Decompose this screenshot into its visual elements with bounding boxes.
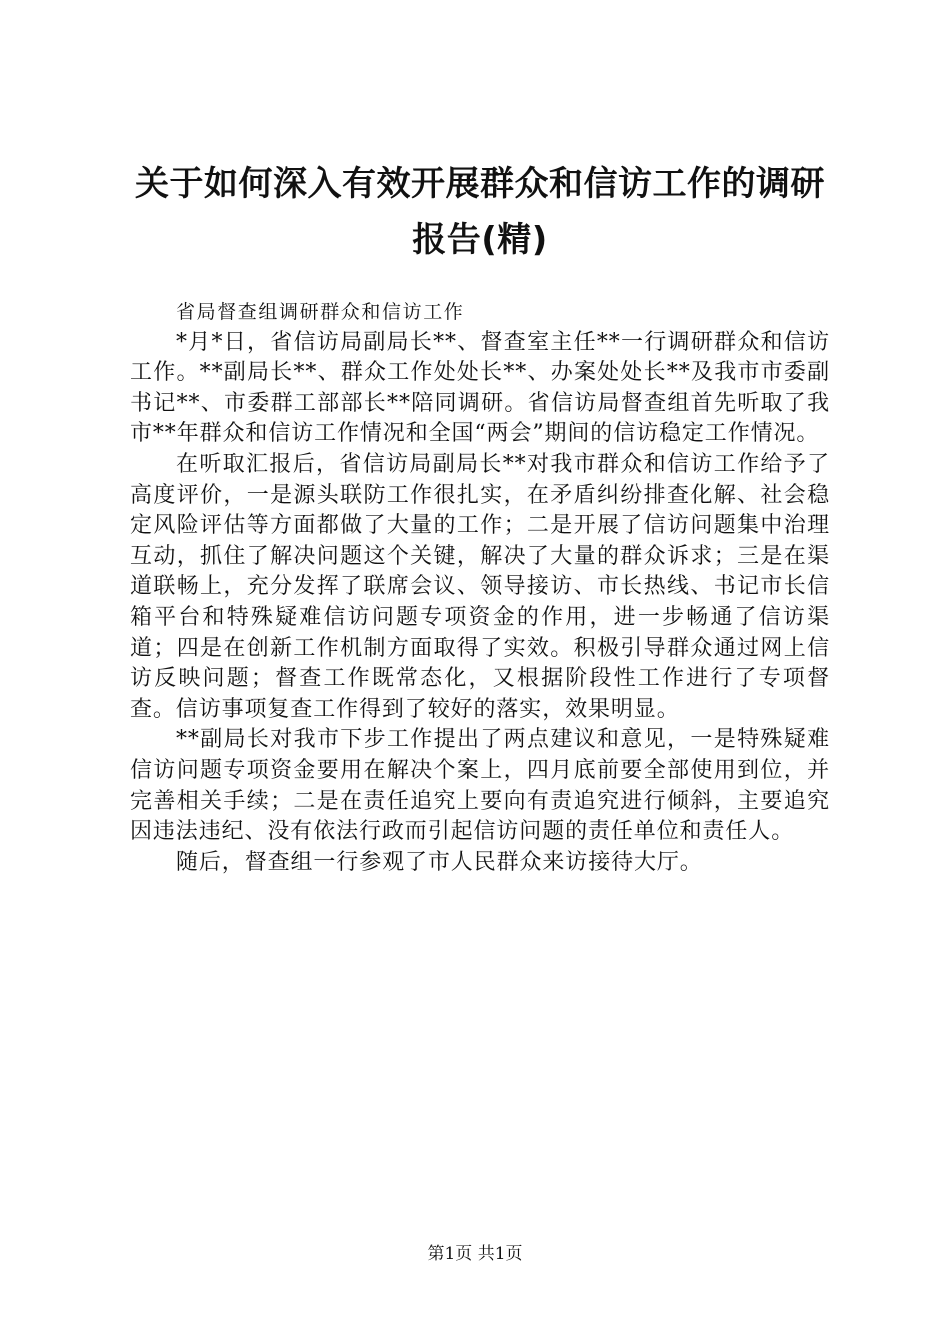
paragraph: 在听取汇报后，省信访局副局长**对我市群众和信访工作给予了高度评价，一是源头联防工作很扎实，在矛盾纠纷排查化解、社会稳定风险评估等方面都做了大量的工作；二是开展了信访问题集中治理互动，抓住了解决问题这个关键，解决了大量的群众诉求；三是在渠道联畅上，充分发挥了联席会议、领导接访、市长热线、书记市长信箱平台和特殊疑难信访问题专项资金的作用，进一步畅通了信访渠道；四是在创新工作机制方面取得了实效。积极引导群众通过网上信访反映问题；督查工作既常态化，又根据阶段性工作进行了专项督查。信访事项复查工作得到了较好的落实，效果明显。: [130, 451, 830, 722]
paragraph: 随后，督查组一行参观了市人民群众来访接待大厅。: [176, 849, 703, 875]
page-footer: 第1页 共1页: [427, 1244, 523, 1264]
paragraph: *月*日，省信访局副局长**、督查室主任**一行调研群众和信访工作。**副局长**、群众工作处处长**、办案处处长**及我市市委副书记**、市委群工部部长**陪同调研。省信访局督查组首先听取了我市**年群众和信访工作情况和全国“两会”期间的信访稳定工作情况。: [130, 329, 830, 447]
document-title: 关于如何深入有效开展群众和信访工作的调研报告(精): [135, 164, 825, 260]
document-body: [130, 297, 830, 878]
paragraph: **副局长对我市下步工作提出了两点建议和意见，一是特殊疑难信访问题专项资金要用在解决个案上，四月底前要全部使用到位，并完善相关手续；二是在责任追究上要向有责追究进行倾斜，主要追究因违法违纪、没有依法行政而引起信访问题的责任单位和责任人。: [130, 727, 830, 845]
paragraph-subheading: 省局督查组调研群众和信访工作: [176, 301, 465, 323]
